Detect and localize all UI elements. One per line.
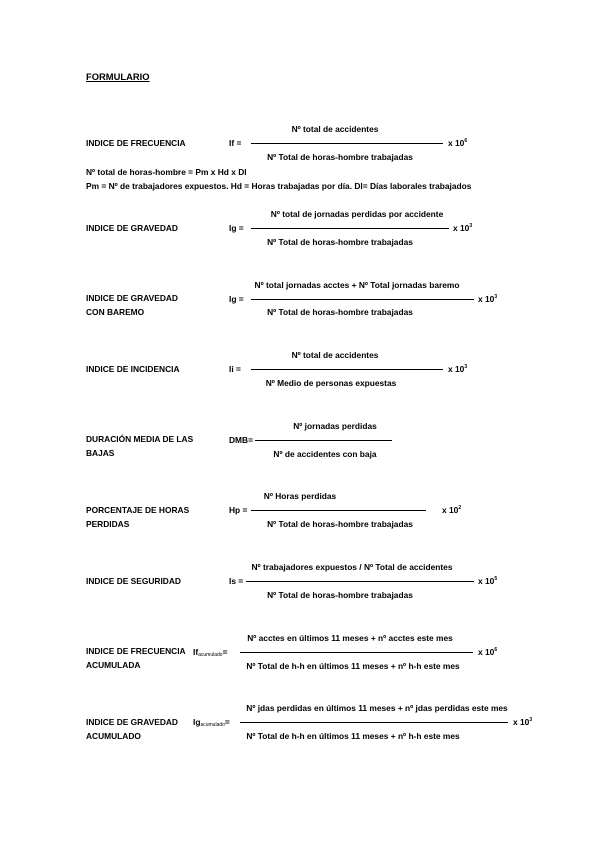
formula-multiplier: x $10^6$ [478, 647, 498, 657]
formula-label: INDICE DE SEGURIDAD [86, 576, 181, 586]
formula-numerator: Nº total jornadas acctes + Nº Total jornadas baremo [254, 280, 460, 290]
fraction-bar [251, 143, 443, 144]
formula-multiplier: x $10^6$ [448, 138, 468, 148]
formula-denominator: Nº Total de horas-hombre trabajadas [267, 519, 413, 529]
formula-numerator: Nº total de accidentes [291, 350, 379, 360]
formula-denominator: Nº Total de horas-hombre trabajadas [267, 152, 413, 162]
formula-numerator: Nº jdas perdidas en últimos 11 meses + nº jdas perdidas este mes [246, 703, 508, 713]
formula-label: INDICE DE GRAVEDAD ACUMULADO [86, 717, 178, 741]
formula-denominator: Nº Total de h-h en últimos 11 meses + nº h-h este mes [246, 661, 460, 671]
formula-numerator: Nº total de jornadas perdidas por accidente [270, 209, 444, 219]
formula-label: INDICE DE GRAVEDAD CON BAREMO [86, 293, 178, 317]
formula-symbol: Ig = [229, 223, 244, 233]
fraction-bar [251, 510, 426, 511]
formula-numerator: Nº total de accidentes [291, 124, 379, 134]
formula-denominator: Nº Total de horas-hombre trabajadas [267, 590, 413, 600]
formula-denominator: Nº Total de h-h en últimos 11 meses + nº h-h este mes [246, 731, 460, 741]
formula-symbol: $Ig_{acumulado}=$ [193, 717, 230, 728]
formula-label: INDICE DE FRECUENCIA ACUMULADA [86, 646, 186, 670]
note-definitions: Pm = Nº de trabajadores expuestos. Hd = Horas trabajadas por día. Dl= Días laborales trabajados [86, 181, 472, 191]
formula-symbol: Is = [229, 576, 244, 586]
formula-symbol: Ii = [229, 364, 241, 374]
formula-label: DURACIÓN MEDIA DE LAS BAJAS [86, 434, 194, 458]
formula-symbol: Ig = [229, 294, 244, 304]
fraction-bar [251, 228, 449, 229]
formula-numerator: Nº Horas perdidas [263, 491, 337, 501]
fraction-bar [251, 369, 443, 370]
formula-label: PORCENTAJE DE HORAS PERDIDAS [86, 505, 190, 529]
formula-label: INDICE DE FRECUENCIA [86, 138, 186, 148]
formula-denominator: Nº de accidentes con baja [273, 449, 377, 459]
formula-symbol: DMB= [229, 435, 253, 445]
formula-numerator: Nº trabajadores expuestos / Nº Total de accidentes [251, 562, 453, 572]
formula-multiplier: x $10^3$ [478, 294, 498, 304]
formula-symbol: $If_{acumulado}=$ [193, 647, 228, 658]
fraction-bar [240, 722, 508, 723]
page-title: FORMULARIO [86, 71, 150, 82]
formula-numerator: Nº acctes en últimos 11 meses + nº acctes este mes [247, 633, 453, 643]
formula-multiplier: x $10^3$ [448, 364, 468, 374]
formula-multiplier: x $10^3$ [513, 717, 533, 727]
formula-symbol: If = [229, 138, 242, 148]
formula-denominator: Nº Total de horas-hombre trabajadas [267, 237, 413, 247]
fraction-bar [240, 652, 473, 653]
formula-multiplier: x $10^3$ [453, 223, 473, 233]
formula-multiplier: x $10^2$ [442, 505, 462, 515]
note-horas-hombre: Nº total de horas-hombre = Pm x Hd x Dl [86, 167, 247, 177]
formula-symbol: Hp = [229, 505, 248, 515]
fraction-bar [251, 299, 474, 300]
formula-multiplier: x $10^5$ [478, 576, 498, 586]
formula-label: INDICE DE GRAVEDAD [86, 223, 178, 233]
formula-label: INDICE DE INCIDENCIA [86, 364, 180, 374]
fraction-bar [246, 581, 474, 582]
formula-denominator: Nº Medio de personas expuestas [265, 378, 397, 388]
fraction-bar [255, 440, 392, 441]
formula-numerator: Nº jornadas perdidas [293, 421, 377, 431]
formula-denominator: Nº Total de horas-hombre trabajadas [267, 307, 413, 317]
